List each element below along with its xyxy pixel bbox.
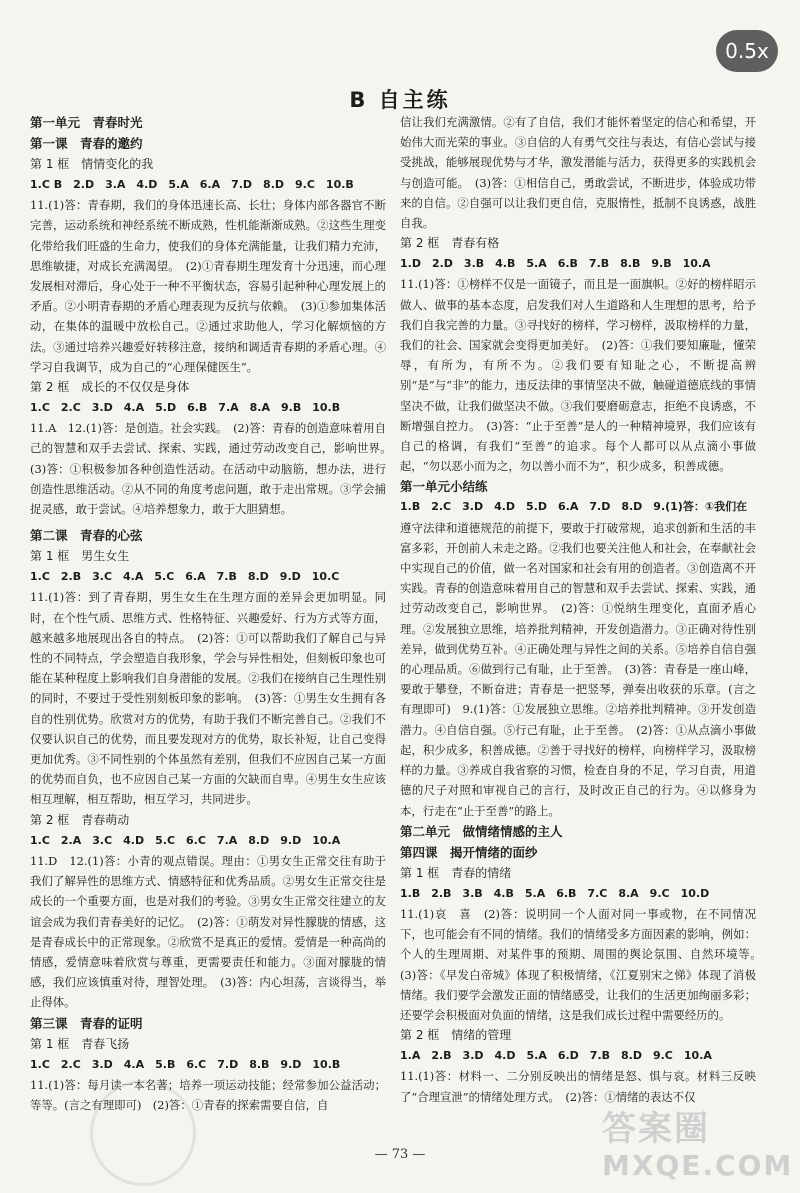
answer-key-line: 1.C 2.C 3.D 4.A 5.D 6.B 7.A 8.A 9.B 10.B	[30, 401, 341, 415]
stamp-seal	[90, 1080, 196, 1186]
subsection-heading: 第 1 框 青春飞扬	[30, 1036, 130, 1051]
section-heading: 第一单元 青春时光	[30, 115, 143, 130]
answer-key-line: 1.C 2.A 3.C 4.D 5.C 6.C 7.A 8.D 9.D 10.A	[30, 833, 341, 847]
answer-paragraph: 信让我们充满激情。②有了自信，我们才能怀着坚定的信心和希望，开始伟大而光荣的事业。③自信的人有勇气交往与表达，有信心尝试与接受挑战，能够展现优势与才华，激发潜能与活力，获得更多的实践机会与创造可能。 (3)答：①相信自己，勇敢尝试，不断进步，体验成功带来的自信。②自强可以让我们更自信，克服惰性，抵制不良诱惑，战胜自我。	[400, 115, 756, 231]
page-title: B 自主练	[349, 88, 451, 112]
answer-paragraph: 11.(1)答：材料一、二分别反映出的情绪是怒、惧与哀。材料三反映了“合理宣泄”的情绪处理方式。 (2)答：①情绪的表达不仅	[400, 1069, 756, 1104]
answer-key-line: 1.D 2.D 3.B 4.B 5.A 6.B 7.B 8.B 9.B 10.A	[400, 257, 711, 271]
section-heading: 第三课 青春的证明	[30, 1015, 143, 1031]
subsection-heading: 第 2 框 情绪的管理	[400, 1028, 512, 1043]
watermark-en: MXQE.COM	[602, 1149, 794, 1182]
section-heading: 第一课 青春的邀约	[30, 136, 143, 151]
subsection-heading: 第 2 框 青春萌动	[30, 812, 130, 827]
answer-key-line: 1.A 2.B 3.D 4.D 5.A 6.D 7.B 8.D 9.C 10.A	[400, 1049, 712, 1063]
section-heading: 第二课 青春的心弦	[30, 528, 143, 544]
answer-paragraph: 11.D 12.(1)答：小青的观点错误。理由：①男女生正常交往有助于我们了解异性的思维方式、情感特征和优秀品质。②男女生正常交往是成长的一个重要方面，也是对我们的考验。③男女生正常交往建立的友谊会成为我们青春美好的记忆。 (2)答：①萌发对异性朦胧的情感，这是青春成长中的正常现象。②欣赏不是真正的爱情。爱情是一种高尚的情感，爱情意味着欣赏与尊重，更需要责任和能力。③面对朦胧的情感，我们应该慎重对待，理智处理。 (3)答：内心坦荡，言谈得当，举止得体。	[30, 853, 386, 1010]
answer-key-line: 1.B 2.C 3.D 4.D 5.D 6.A 7.D 8.D 9.(1)答：①我们在	[400, 500, 748, 514]
answer-paragraph: 11.(1)答：到了青春期，男生女生在生理方面的差异会更加明显。同时，在个性气质、思维方式、性格特征、兴趣爱好、行为方式等方面，越来越多地展现出各自的特点。 (2)答：①可以帮助我们了解自己与异性的不同特点，学会塑造自我形象，学会与异性相处，但刻板印象也可能在某种程度上影响我们自身潜能的发展。②我们在接纳自己生理性别的同时，不要过于受性别刻板印象的影响。 (3)答：①男生女生拥有各自的性别优势。欣赏对方的优势，有助于我们不断完善自己。②我们不仅要认识自己的优势，而且要发现对方的优势，取长补短，让自己变得更加优秀。③不同性别的个体虽然有差别，但我们不应因自己某一方面的优势而自负，也不应因自己某一方面的欠缺而自卑。④男生女生应该相互理解，相互帮助，相互学习，共同进步。	[30, 590, 386, 807]
subsection-heading: 第 2 框 成长的不仅仅是身体	[30, 380, 190, 395]
answer-key-line: 1.C B 2.D 3.A 4.D 5.A 6.A 7.D 8.D 9.C 10.B	[30, 178, 354, 191]
answer-key-line: 1.B 2.B 3.B 4.B 5.A 6.B 7.C 8.A 9.C 10.D	[400, 886, 710, 900]
page-number: — 73 —	[374, 1147, 426, 1162]
zoom-badge[interactable]: 0.5x	[716, 30, 778, 72]
section-heading: 第一单元小结练	[400, 479, 488, 495]
right-column	[400, 112, 768, 1137]
answer-paragraph: 11.A 12.(1)答：是创造。社会实践。 (2)答：青春的创造意味着用自己的智慧和双手去尝试、探索、实践，通过劳动改变自己，影响世界。 (3)答：①积极参加各种创造性活动。在活动中动脑筋，想办法，进行创造性思维活动。②从不同的角度考虑问题，敢于走出常规。③学会捕捉灵感，敢于尝试。④培养想象力，敢于大胆猜想。	[30, 421, 398, 517]
subsection-heading: 第 1 框 情情变化的我	[30, 157, 154, 171]
answer-paragraph: 11.(1)哀 喜 (2)答：说明同一个人面对同一事或物，在不同情况下，也可能会有不同的情绪。我们的情绪受多方面因素的影响，例如：个人的生理周期、对某件事的预期、周围的舆论氛围、自然环境等。 (3)答：《早发白帝城》体现了积极情绪，《江夏别宋之悌》体现了消极情绪。我们要学会激发正面的情绪感受，让我们的生活更加绚丽多彩；还要学会积极面对负面的情绪，这是我们成长过程中需要经历的。	[400, 906, 768, 1022]
watermark-cn: 答案圈	[602, 1109, 710, 1149]
left-column	[30, 112, 398, 1137]
answer-key-line: 1.C 2.C 3.D 4.A 5.B 6.C 7.D 8.B 9.D 10.B	[30, 1057, 341, 1071]
subsection-heading: 第 1 框 青春的情绪	[400, 865, 512, 880]
answer-key-line: 1.C 2.B 3.C 4.A 5.C 6.A 7.B 8.D 9.D 10.C	[30, 570, 340, 584]
answer-paragraph: 遵守法律和道德规范的前提下，要敢于打破常规，追求创新和生活的丰富多彩，开创前人未走之路。②我们也要关注他人和社会，在奉献社会中实现自己的价值，做一名对国家和社会有用的创造者。③创造离不开实践。青春的创造意味着用自己的智慧和双手去尝试、探索、实践，通过劳动改变自己，影响世界。 (2)答：①悦纳生理变化，直面矛盾心理。②发展独立思维，培养批判精神，开发创造潜力。③正确对待性别差异，做到优势互补。④正确处理与异性之间的关系。⑤培养自信自强的心理品质。⑥做到行己有耻，止于至善。 (3)答：青春是一座山峰，要敢于攀登，不断奋进；青春是一把竖琴，弹奏出收获的乐章。(言之有理即可) 9.(1)答：①发展独立思维。②培养批判精神。③开发创造潜力。④自信自强。⑤行己有耻，止于至善。 (2)答：①从点滴小事做起，积少成多，积善成德。②善于寻找好的榜样，向榜样学习，汲取榜样的力量。③养成自我省察的习惯，检查自身的不足，学习自责，用道德的尺子对照和审视自己的言行，及时改正自己的行为。④以修身为本，行走在“止于至善”的路上。	[400, 520, 756, 818]
answer-paragraph: 11.(1)答：青春期，我们的身体迅速长高、长壮；身体内部各器官不断完善，运动系统和神经系统不断成熟，性机能渐渐成熟。②这些生理变化带给我们旺盛的生命力，使我们的身体充满能量，让我们精力充沛，思维敏捷，对成长充满渴望。 (2)①青春期生理发育十分迅速，而心理发展相对滞后，身心处于一种不平衡状态，容易引起种种心理发展上的矛盾。②小明青春期的矛盾心理表现为反抗与依赖。 (3)①参加集体活动，在集体的温暖中放松自己。②通过求助他人，学习化解烦恼的方法。③通过培养兴趣爱好转移注意，接纳和调适青春期的矛盾心理。④学习自我调节，成为自己的“心理保健医生”。	[30, 198, 386, 374]
section-heading: 第二单元 做情绪情感的主人	[400, 823, 563, 839]
section-heading: 第四课 揭开情绪的面纱	[400, 844, 538, 860]
subsection-heading: 第 1 框 男生女生	[30, 549, 130, 564]
watermark	[602, 1107, 794, 1187]
answer-paragraph: 11.(1)答：①榜样不仅是一面镜子，而且是一面旗帜。②好的榜样昭示做人、做事的基本态度，启发我们对人生道路和人生理想的思考，给予我们自我完善的力量。③寻找好的榜样，学习榜样，汲取榜样的力量，我们的社会、国家就会变得更加美好。 (2)答：①我们要知廉耻，懂荣辱，有所为，有所不为。②我们要有知耻之心，不断提高辨别“是”与“非”的能力，违反法律的事情坚决不做，触碰道德底线的事情坚决不做，让我们做坚决不做。③我们要磨砺意志，拒绝不良诱惑，不断增强自控力。 (3)答：“止于至善”是人的一种精神境界，我们应该有自己的格调，有我们“至善”的追求。每个人都可以从点滴小事做起，“勿以恶小而为之，勿以善小而不为”，积少成多，积善成德。	[400, 277, 756, 474]
subsection-heading: 第 2 框 青春有格	[400, 236, 500, 251]
answer-paragraph: 11.(1)答：每月读一本名著；培养一项运动技能；经常参加公益活动；等等。(言之有理即可) (2)答：①青春的探索需要自信，自	[30, 1077, 386, 1112]
